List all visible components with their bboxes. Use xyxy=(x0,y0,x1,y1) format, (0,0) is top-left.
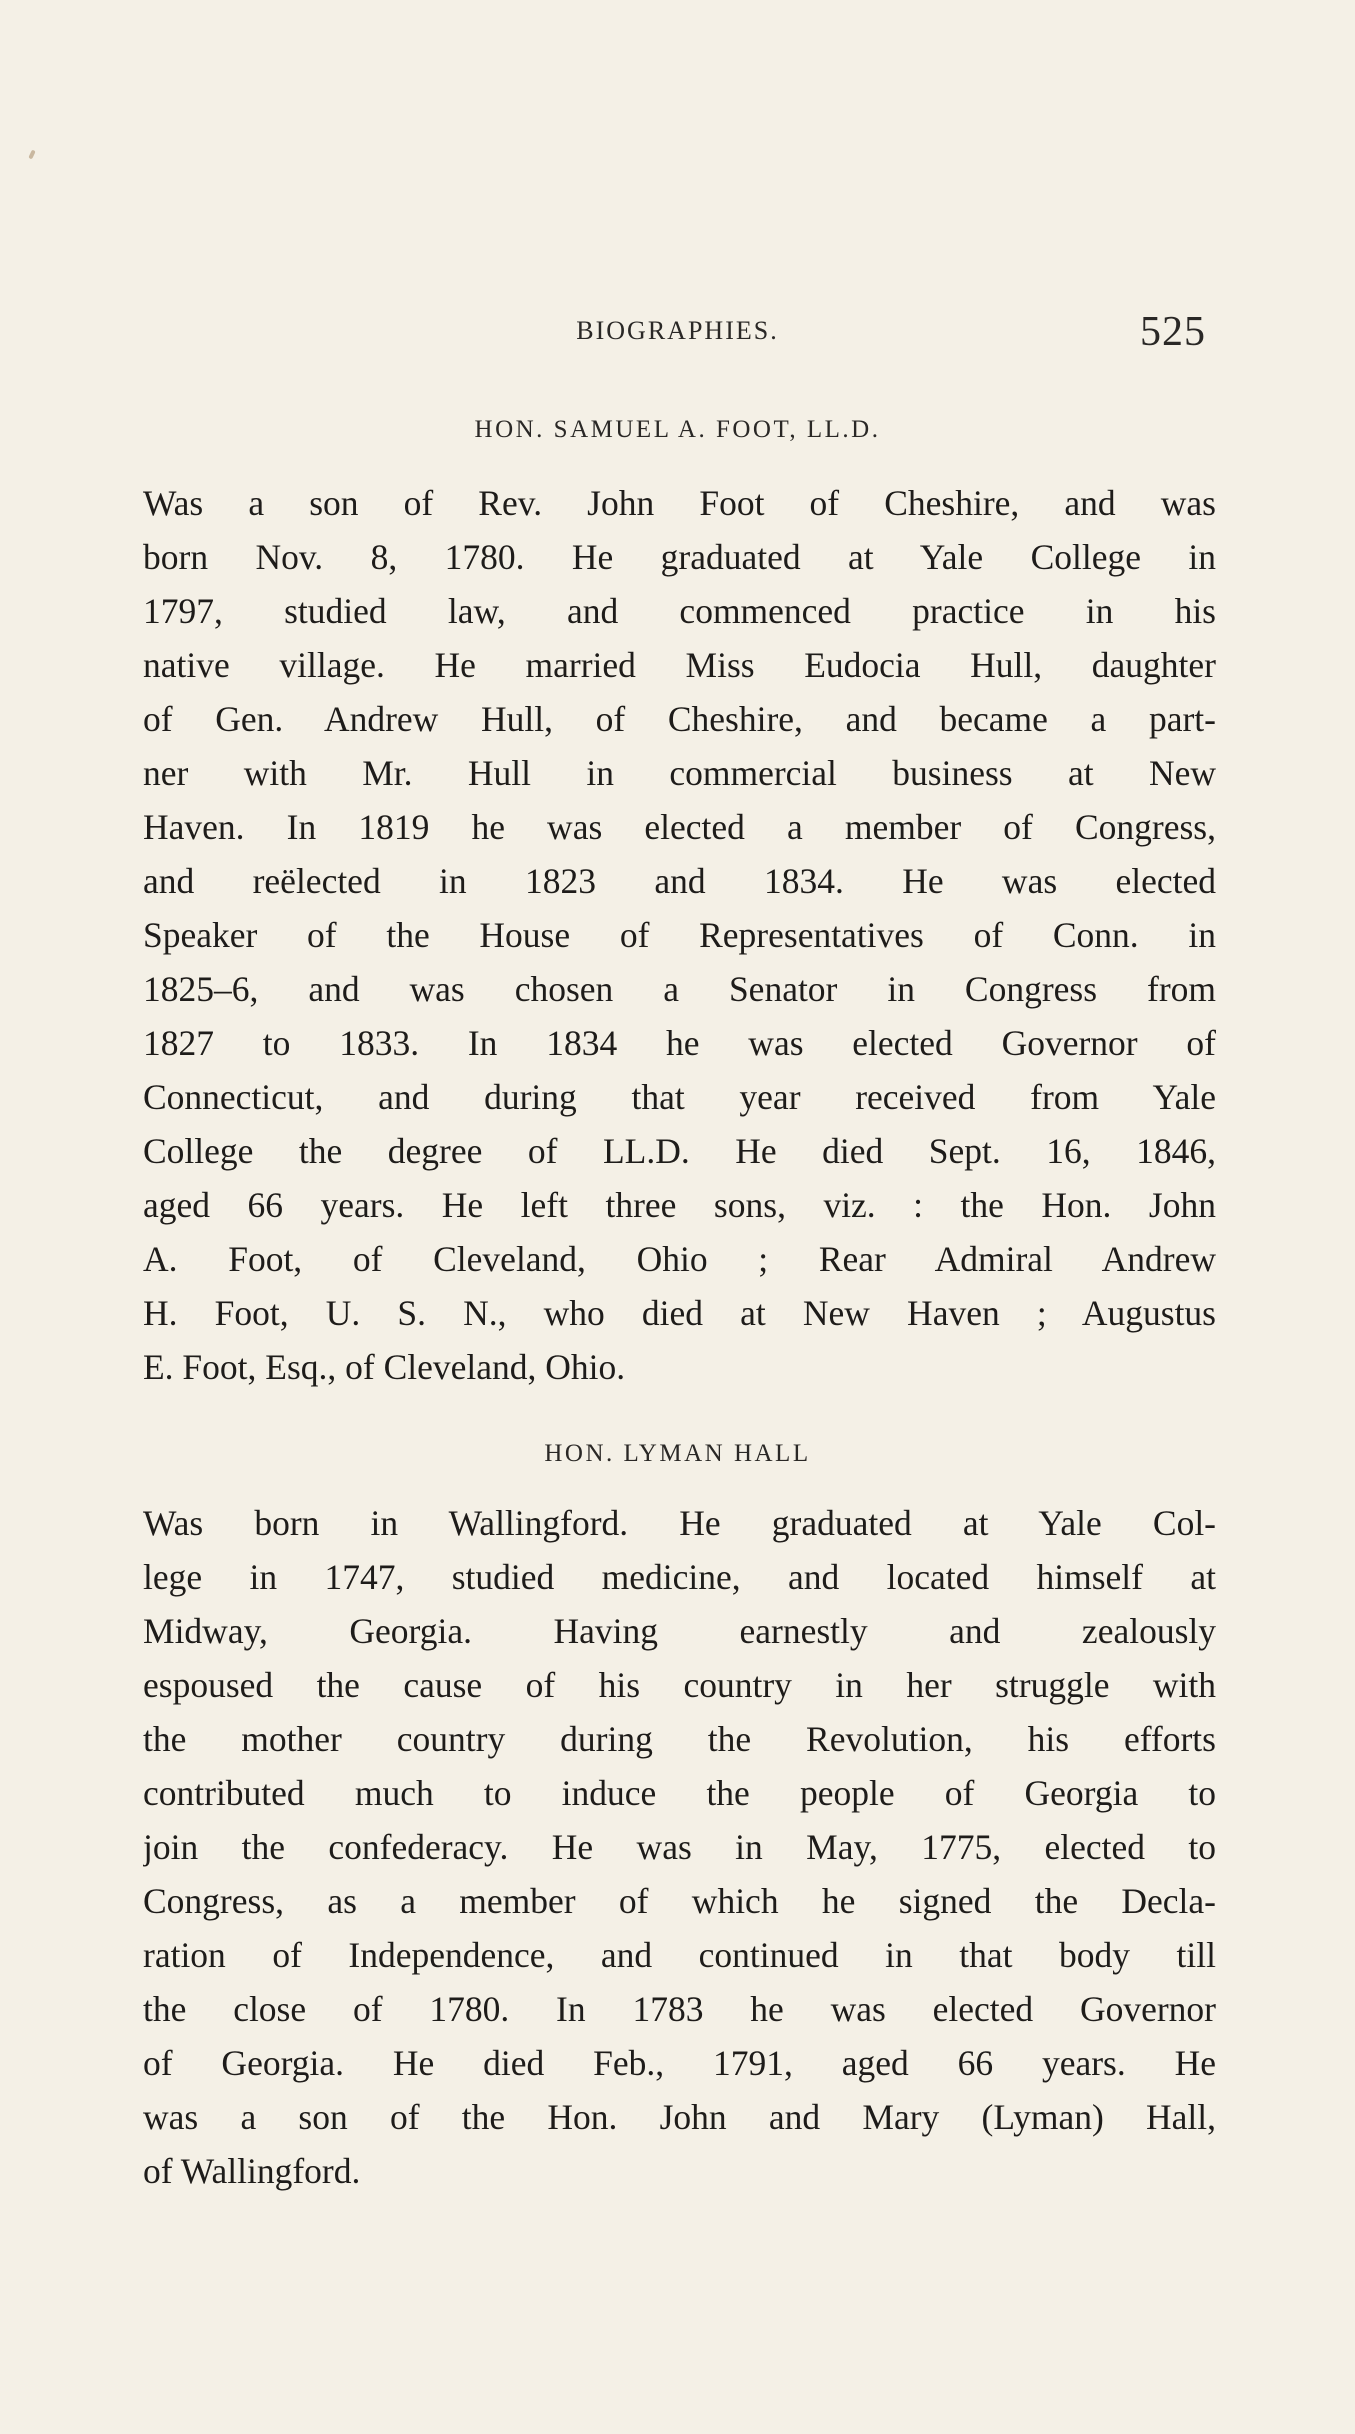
text-line: Connecticut, and during that year received from Yale xyxy=(143,1077,1216,1117)
text-line: aged 66 years. He left three sons, viz. : the Hon. John xyxy=(143,1185,1216,1225)
text-line: born Nov. 8, 1780. He graduated at Yale College in xyxy=(143,537,1216,577)
section-heading-hall: HON. LYMAN HALL xyxy=(544,1440,811,1467)
text-line: of Georgia. He died Feb., 1791, aged 66 years. He xyxy=(143,2043,1216,2083)
text-line: Was born in Wallingford. He graduated at Yale Col- xyxy=(143,1503,1216,1543)
text-line: ner with Mr. Hull in commercial business at New xyxy=(143,753,1216,793)
text-line: 1825–6, and was chosen a Senator in Congress from xyxy=(143,969,1216,1009)
text-line: H. Foot, U. S. N., who died at New Haven ; Augustus xyxy=(143,1293,1216,1333)
paper-speck xyxy=(28,150,35,160)
text-line: of Gen. Andrew Hull, of Cheshire, and became a part- xyxy=(143,699,1216,739)
text-line: College the degree of LL.D. He died Sept. 16, 1846, xyxy=(143,1131,1216,1171)
running-head xyxy=(0,308,1355,368)
running-head-title: BIOGRAPHIES. xyxy=(576,316,779,345)
biography-foot xyxy=(143,476,1216,1394)
text-line: Midway, Georgia. Having earnestly and zealously xyxy=(143,1611,1216,1651)
text-line: and reëlected in 1823 and 1834. He was elected xyxy=(143,861,1216,901)
text-line: ration of Independence, and continued in that body till xyxy=(143,1935,1216,1975)
page-number: 525 xyxy=(1140,309,1206,355)
text-line: Congress, as a member of which he signed the Decla- xyxy=(143,1881,1216,1921)
text-line: join the confederacy. He was in May, 1775, elected to xyxy=(143,1827,1216,1867)
text-line: the close of 1780. In 1783 he was elected Governor xyxy=(143,1989,1216,2029)
text-line: 1797, studied law, and commenced practice in his xyxy=(143,591,1216,631)
text-line: contributed much to induce the people of Georgia to xyxy=(143,1773,1216,1813)
text-line: Speaker of the House of Representatives of Conn. in xyxy=(143,915,1216,955)
text-line: E. Foot, Esq., of Cleveland, Ohio. xyxy=(143,1347,626,1387)
text-line: was a son of the Hon. John and Mary (Lyman) Hall, xyxy=(143,2097,1216,2137)
text-line: espoused the cause of his country in her struggle with xyxy=(143,1665,1216,1705)
text-line: native village. He married Miss Eudocia Hull, daughter xyxy=(143,645,1216,685)
section-heading-foot: HON. SAMUEL A. FOOT, LL.D. xyxy=(474,416,881,443)
text-line: A. Foot, of Cleveland, Ohio ; Rear Admiral Andrew xyxy=(143,1239,1216,1279)
text-line: 1827 to 1833. In 1834 he was elected Governor of xyxy=(143,1023,1216,1063)
text-line: Was a son of Rev. John Foot of Cheshire, and was xyxy=(143,483,1216,523)
text-line: Haven. In 1819 he was elected a member of Congress, xyxy=(143,807,1216,847)
text-line: of Wallingford. xyxy=(143,2151,361,2191)
biography-hall xyxy=(143,1496,1216,2198)
text-line: the mother country during the Revolution, his efforts xyxy=(143,1719,1216,1759)
text-line: lege in 1747, studied medicine, and located himself at xyxy=(143,1557,1216,1597)
